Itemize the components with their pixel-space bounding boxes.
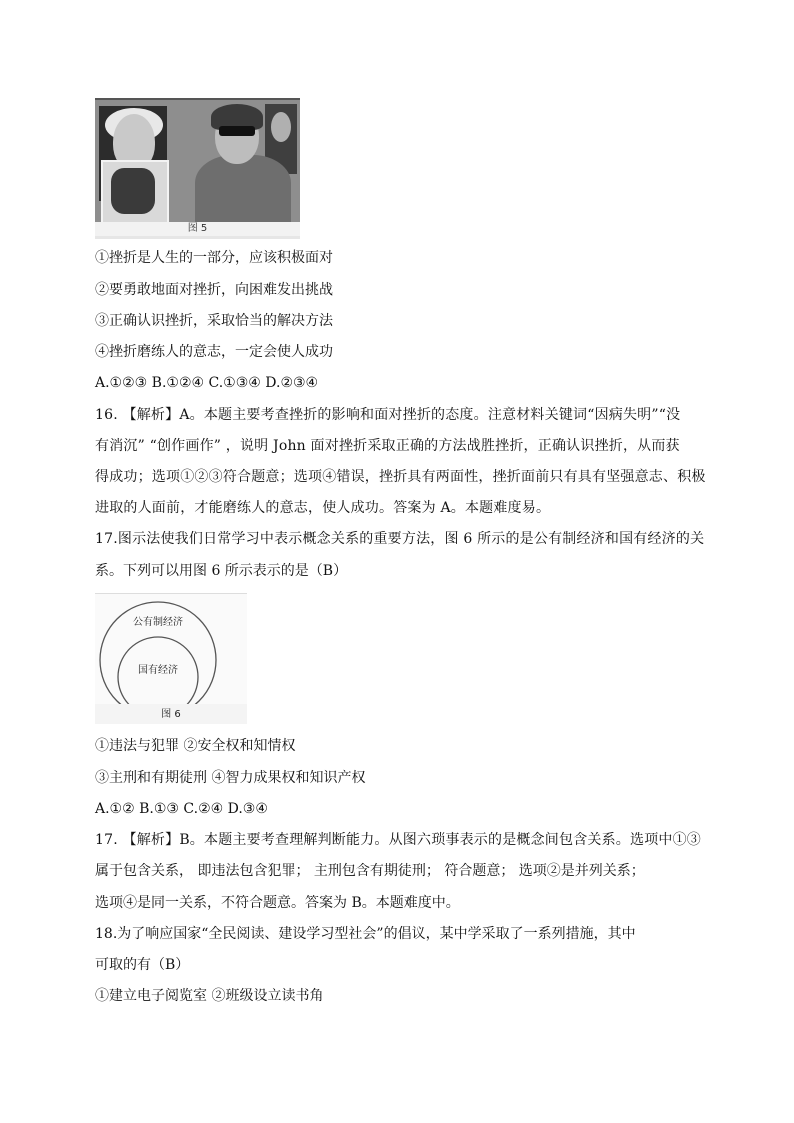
figure-5-photo: [95, 98, 300, 224]
q16-choices: A.①②③ B.①②④ C.①③④ D.②③④: [95, 375, 319, 391]
figure-5-cut-edge: [95, 236, 300, 239]
sunglasses: [219, 126, 255, 136]
q18-stem-line-2: 可取的有（B）: [95, 957, 190, 973]
q17-option-line-1: ①违法与犯罪 ②安全权和知情权: [95, 738, 296, 754]
background-face: [271, 112, 291, 142]
q16-analysis-line-3: 得成功；选项①②③符合题意；选项④错误，挫折具有两面性，挫折面前只有具有坚强意志、积极: [95, 469, 706, 485]
figure-5-caption: 图 5: [95, 222, 300, 236]
q17-analysis-line-3: 选项④是同一关系，不符合题意。答案为 B。本题难度中。: [95, 895, 460, 911]
q18-option-line-1: ①建立电子阅览室 ②班级设立读书角: [95, 988, 324, 1004]
q16-option-2: ②要勇敢地面对挫折，向困难发出挑战: [95, 282, 333, 298]
q16-option-1: ①挫折是人生的一部分，应该积极面对: [95, 250, 333, 266]
q16-analysis-line-4: 进取的人面前，才能磨练人的意志，使人成功。答案为 A。本题难度易。: [95, 500, 551, 516]
q17-option-line-2: ③主刑和有期徒刑 ④智力成果权和知识产权: [95, 770, 366, 786]
q16-analysis-line-2: 有消沉” “创作画作” ，说明 John 面对挫折采取正确的方法战胜挫折，正确认识挫折，从而获: [95, 438, 680, 454]
painting-art: [111, 168, 155, 214]
q16-analysis-line-1: 16. 【解析】A。本题主要考查挫折的影响和面对挫折的态度。注意材料关键词“因病失明”“没: [95, 407, 681, 423]
q17-analysis-line-1: 17. 【解析】B。本题主要考查理解判断能力。从图六琐事表示的是概念间包含关系。选项中①③: [95, 832, 702, 848]
q16-option-4: ④挫折磨练人的意志，一定会使人成功: [95, 344, 333, 360]
q18-stem-line-1: 18.为了响应国家“全民阅读、建设学习型社会”的倡议，某中学采取了一系列措施，其中: [95, 926, 636, 942]
q17-stem-line-1: 17.图示法使我们日常学习中表示概念关系的重要方法，图 6 所示的是公有制经济和国有经济的关: [95, 531, 705, 547]
inner-circle-label: 国有经济: [138, 665, 178, 676]
person-body: [195, 155, 291, 224]
q16-option-3: ③正确认识挫折，采取恰当的解决方法: [95, 313, 333, 329]
outer-circle-label: 公有制经济: [133, 617, 183, 628]
figure-6-caption: 图 6: [161, 709, 181, 720]
q17-choices: A.①② B.①③ C.②④ D.③④: [95, 801, 268, 817]
q17-stem-line-2: 系。下列可以用图 6 所示表示的是（B）: [95, 563, 348, 579]
q17-analysis-line-2: 属于包含关系， 即违法包含犯罪； 主刑包含有期徒刑； 符合题意； 选项②是并列关系；: [95, 863, 645, 879]
figure-6-caption-area: [95, 704, 247, 724]
